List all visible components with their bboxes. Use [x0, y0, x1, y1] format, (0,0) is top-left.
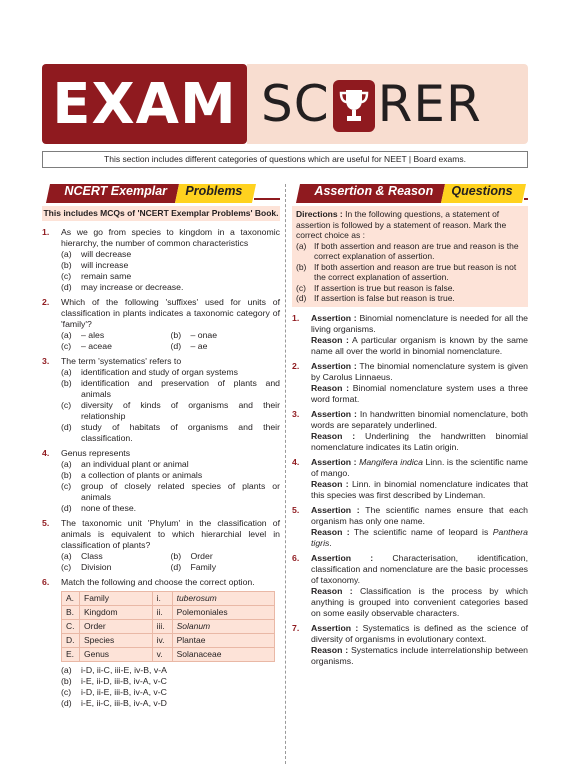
- reason-text: Reason : The scientific name of leopard is Panthera tigris.: [311, 526, 528, 548]
- question-text: Which of the following 'suffixes' used for units of classification in plants indicates a taxonomic category of 'family'?: [61, 297, 280, 329]
- table-row: B. Kingdom ii. Polemoniales: [62, 606, 275, 620]
- assertion-text: Assertion : Mangifera indica Linn. is the scientific name of mango.: [311, 456, 528, 478]
- option-text: i-E, ii-D, iii-B, iv-A, v-C: [81, 676, 167, 686]
- assertion-text: Assertion : The binomial nomenclature system is given by Carolus Linnaeus.: [311, 360, 528, 382]
- option-text: Division: [81, 562, 112, 572]
- directions-text: In the following questions, a statement of assertion is followed by a statement of reason. Mark the correct choice as :: [296, 209, 507, 240]
- assertion-text: Assertion : Characterisation, identification, classification and nomenclature are the basic processes of taxonomy.: [311, 552, 528, 585]
- option-text: will decrease: [81, 249, 132, 259]
- question-number: 4.: [42, 448, 50, 458]
- table-row: C. Order iii. Solanum: [62, 620, 275, 634]
- section-title-primary: NCERT Exemplar: [64, 184, 168, 198]
- directions-box: Directions : In the following questions, a statement of assertion is followed by a statement of reason. Mark the correct choice as : (a) If both assertion and reason are true and reason is the correct explanation of assertion. (b) If both assertion and reason are true but reason is not the correct explanation of assertion. (c) If assertion is true but reason is false. (d) If assertion is false but reason is true.: [292, 206, 528, 307]
- ncert-exemplar-section: [42, 184, 280, 713]
- ar-question-2: 2. Assertion : The binomial nomenclature system is given by Carolus Linnaeus. Reason : Binomial nomenclature system uses a three word format.: [292, 360, 528, 404]
- ar-question-4: 4. Assertion : Mangifera indica Linn. is the scientific name of mango. Reason : Linn. in binomial nomenclature indicates that this species was first described by Lindeman.: [292, 456, 528, 500]
- trophy-icon: [333, 80, 375, 132]
- scorer-logo-text: [261, 75, 482, 133]
- question-1: 1. As we go from species to kingdom in a taxonomic hierarchy, the number of common characteristics (a) will decrease (b) will increase (c) remain same (d) may increase or decrease.: [42, 227, 280, 292]
- option-text: – onae: [190, 330, 218, 340]
- section-intro: This includes MCQs of 'NCERT Exemplar Problems' Book.: [42, 206, 280, 221]
- option-text: – aceae: [81, 341, 112, 351]
- reason-text: Reason : Systematics include interrelationship between organisms.: [311, 644, 528, 666]
- question-6: 6. Match the following and choose the correct option. A. Family i. tuberosum B. Kingdom ii. Polemoniales C. Order iii. Solanum D. Species iv. Plantae E. Genus v. Solanaceae (a) i-D, ii-C, iii-E, iv-B, v-A (b) i-E, ii-D, iii-B, iv-A, v-C (c) i-D, ii-E, iii-B, iv-A, v-C (d) i-E, ii-C, iii-B, iv-A, v-D: [42, 577, 280, 709]
- directions-label: Directions :: [296, 209, 343, 219]
- scorer-logo-block: [247, 64, 528, 144]
- assertion-text: Assertion : The scientific names ensure that each organism has only one name.: [311, 504, 528, 526]
- exam-logo-text: EXAM: [52, 71, 237, 137]
- table-row: E. Genus v. Solanaceae: [62, 648, 275, 662]
- option-text: none of these.: [81, 503, 137, 513]
- option-text: Order: [190, 551, 213, 561]
- option-text: Family: [190, 562, 217, 572]
- table-row: D. Species iv. Plantae: [62, 634, 275, 648]
- question-3: 3. The term 'systematics' refers to (a) identification and study of organ systems (b) identification and preservation of plants and animals (c) diversity of kinds of organisms and their relationship (d) study of habitats of organisms and their classification.: [42, 356, 280, 443]
- option-text: i-D, ii-C, iii-E, iv-B, v-A: [81, 665, 167, 675]
- section-title-primary: Assertion & Reason: [314, 184, 434, 198]
- question-text: Genus represents: [61, 448, 131, 458]
- assertion-text: Assertion : Binomial nomenclature is needed for all the living organisms.: [311, 312, 528, 334]
- reason-text: Reason : Classification is the process by which anything is grouped into convenient categories based on some easily observable characters.: [311, 585, 528, 618]
- section-title-secondary: Problems: [185, 184, 242, 198]
- option-text: may increase or decrease.: [81, 282, 184, 292]
- question-number: 3.: [42, 356, 50, 366]
- ar-question-1: 1. Assertion : Binomial nomenclature is needed for all the living organisms. Reason : A particular organism is known by the same name all over the world in binomial nomenclature.: [292, 312, 528, 356]
- reason-text: Reason : Linn. in binomial nomenclature indicates that this species was first described by Lindeman.: [311, 478, 528, 500]
- question-text: As we go from species to kingdom in a taxonomic hierarchy, the number of common characteristics: [61, 227, 280, 248]
- option-text: diversity of kinds of organisms and their relationship: [81, 400, 280, 421]
- question-text: The term 'systematics' refers to: [61, 356, 182, 366]
- option-text: – ales: [81, 330, 105, 340]
- question-text: Match the following and choose the correct option.: [61, 577, 255, 587]
- page-header: [42, 64, 528, 144]
- assertion-text: Assertion : In handwritten binomial nomenclature, both words are separately underlined.: [311, 408, 528, 430]
- option-text: identification and study of organ systems: [81, 367, 238, 377]
- question-number: 5.: [42, 518, 50, 528]
- section-title-secondary: Questions: [451, 184, 513, 198]
- scorer-left-text: SC: [261, 75, 330, 133]
- column-divider: [285, 184, 286, 764]
- option-text: Class: [81, 551, 103, 561]
- ar-question-3: 3. Assertion : In handwritten binomial nomenclature, both words are separately underlined. Reason : Underlining the handwritten binomial nomenclature indicates its Latin origin.: [292, 408, 528, 452]
- assertion-reason-section: [292, 184, 528, 671]
- ar-question-6: 6. Assertion : Characterisation, identification, classification and nomenclature are the basic processes of taxonomy. Reason : Classification is the process by which anything is grouped into convenient categories based on some easily observable characters.: [292, 552, 528, 618]
- option-text: i-E, ii-C, iii-B, iv-A, v-D: [81, 698, 167, 708]
- exam-logo-block: [42, 64, 247, 144]
- question-text: The taxonomic unit 'Phylum' in the classification of animals is equivalent to which hierarchial level in classification of plants?: [61, 518, 280, 550]
- reason-text: Reason : Binomial nomenclature system uses a three word format.: [311, 382, 528, 404]
- question-number: 6.: [42, 577, 50, 587]
- ar-question-5: 5. Assertion : The scientific names ensure that each organism has only one name. Reason : The scientific name of leopard is Panthera tigris.: [292, 504, 528, 548]
- assertion-text: Assertion : Systematics is defined as the science of diversity of organisms in evolutionary context.: [311, 622, 528, 644]
- option-text: group of closely related species of plants or animals: [81, 481, 280, 502]
- option-text: will increase: [81, 260, 129, 270]
- option-text: – ae: [190, 341, 208, 351]
- option-text: i-D, ii-E, iii-B, iv-A, v-C: [81, 687, 167, 697]
- option-text: identification and preservation of plants and animals: [81, 378, 280, 399]
- option-text: a collection of plants or animals: [81, 470, 203, 480]
- scorer-right-text: RER: [377, 75, 482, 133]
- question-number: 2.: [42, 297, 50, 307]
- question-4: 4. Genus represents (a) an individual plant or animal (b) a collection of plants or animals (c) group of closely related species of plants or animals (d) none of these.: [42, 448, 280, 513]
- question-number: 1.: [42, 227, 50, 237]
- section-title-ncert: [42, 184, 280, 203]
- ar-question-7: 7. Assertion : Systematics is defined as the science of diversity of organisms in evolutionary context. Reason : Systematics include interrelationship between organisms.: [292, 622, 528, 666]
- match-table: [61, 591, 275, 662]
- question-5: 5. The taxonomic unit 'Phylum' in the classification of animals is equivalent to which hierarchial level in classification of plants? (a) Class (b) Order (c) Division (d) Family: [42, 518, 280, 572]
- table-row: A. Family i. tuberosum: [62, 592, 275, 606]
- reason-text: Reason : A particular organism is known by the same name all over the world in binomial nomenclature.: [311, 334, 528, 356]
- question-2: 2. Which of the following 'suffixes' used for units of classification in plants indicates a taxonomic category of 'family'? (a) – ales (b) – onae (c) – aceae (d) – ae: [42, 297, 280, 351]
- section-title-assertion: [292, 184, 528, 203]
- section-subtitle: This section includes different categories of questions which are useful for NEET | Board exams.: [42, 151, 528, 168]
- option-text: remain same: [81, 271, 132, 281]
- option-text: an individual plant or animal: [81, 459, 189, 469]
- reason-text: Reason : Underlining the handwritten binomial nomenclature indicates its Latin origin.: [311, 430, 528, 452]
- option-text: study of habitats of organisms and their classification.: [81, 422, 280, 443]
